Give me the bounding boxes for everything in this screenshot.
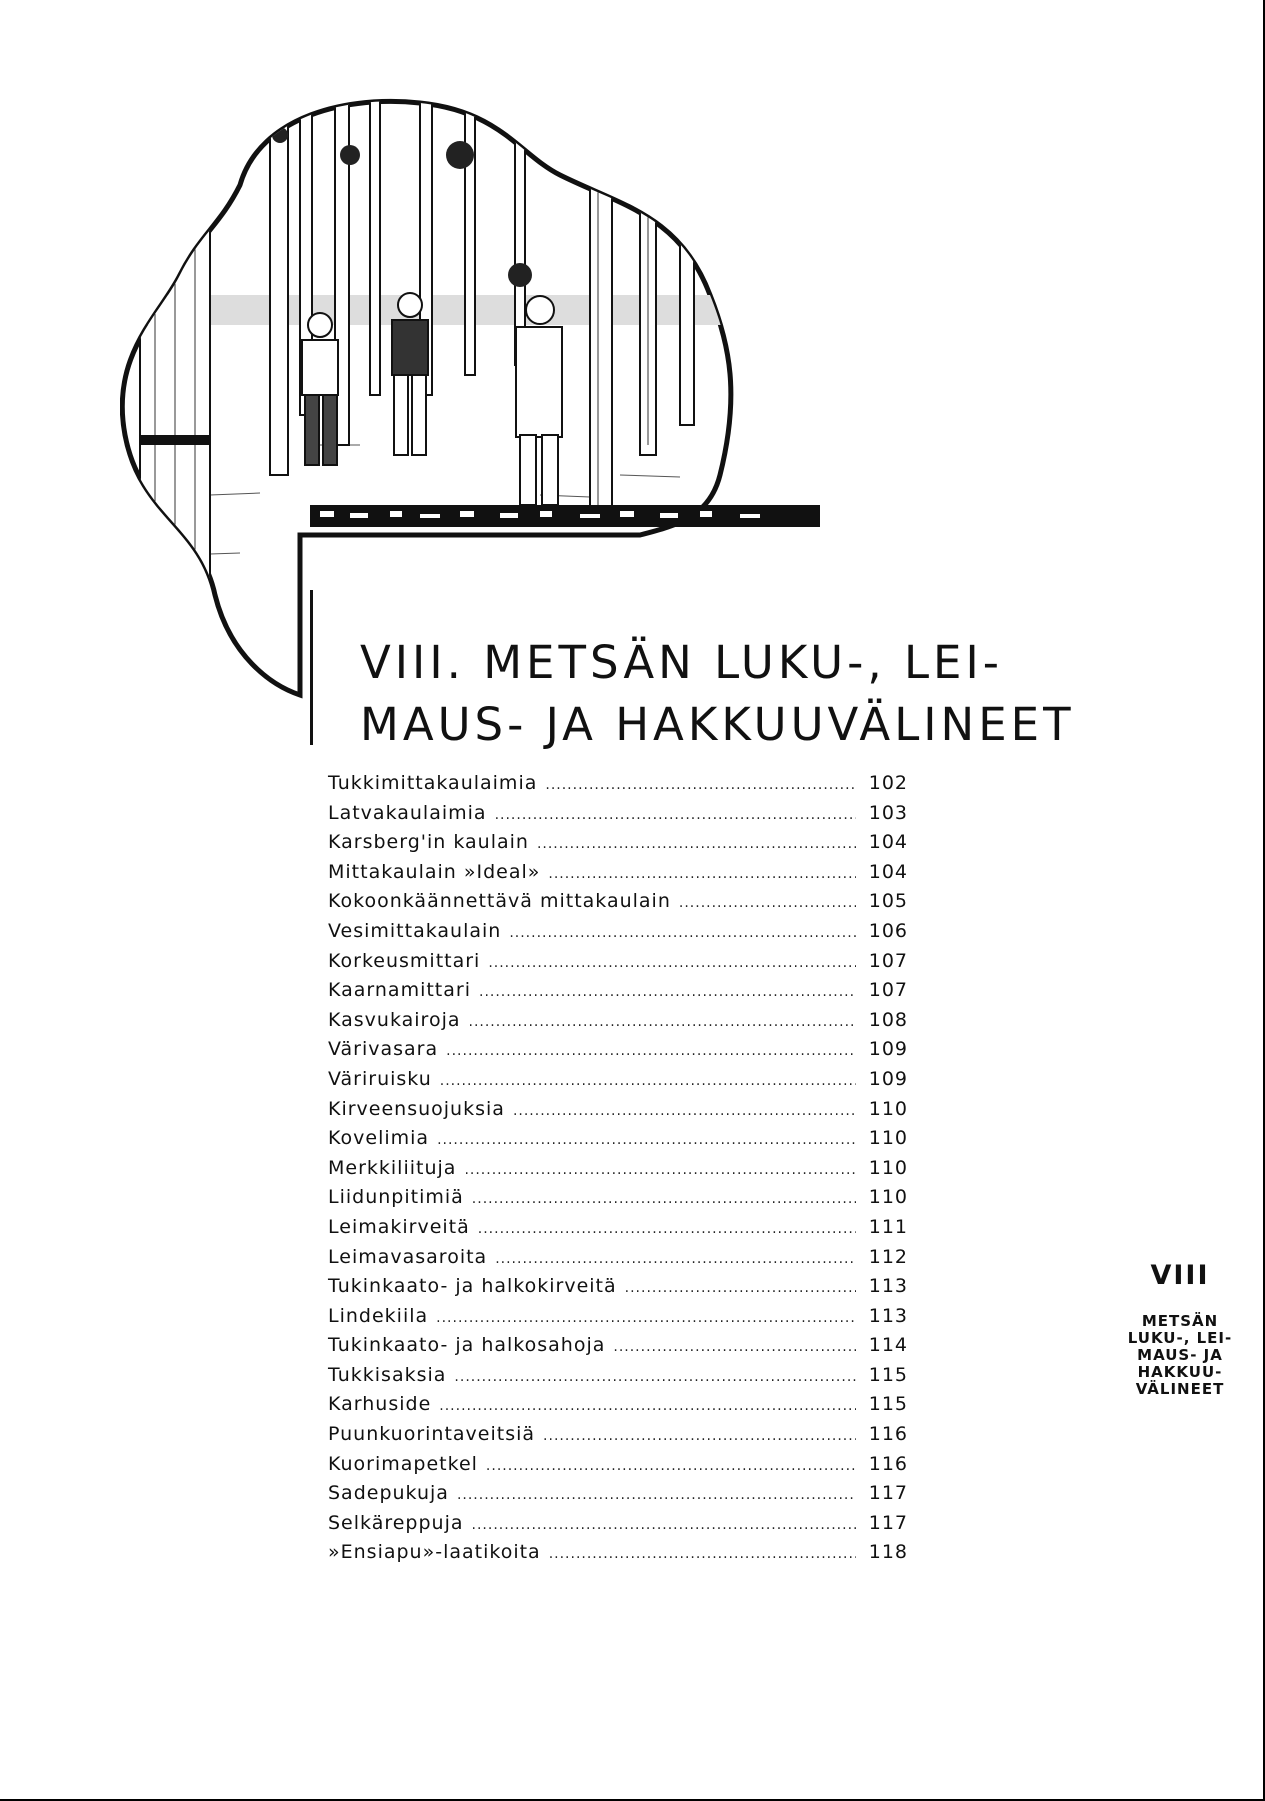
toc-entry-label: Sadepukuja [328, 1482, 449, 1505]
toc-entry-page-number: 105 [868, 890, 908, 913]
toc-entry [328, 1216, 908, 1246]
title-rule [310, 590, 313, 745]
toc-leader-dots [437, 1132, 856, 1148]
toc-entry [328, 890, 908, 920]
toc-entry-page-number: 109 [868, 1067, 908, 1090]
toc-leader-dots [513, 1103, 856, 1119]
toc-entry [328, 772, 908, 802]
toc-entry-page-number: 103 [868, 801, 908, 824]
toc-leader-dots [446, 1043, 856, 1059]
toc-leader-dots [545, 777, 856, 793]
toc-entry-label: Tukkisaksia [328, 1363, 447, 1386]
toc-leader-dots [469, 1014, 857, 1030]
toc-entry-label: Kovelimia [328, 1127, 430, 1150]
toc-entry [328, 1009, 908, 1039]
toc-leader-dots [472, 1517, 856, 1533]
toc-entry-page-number: 110 [868, 1186, 908, 1209]
toc-entry-label: Latvakaulaimia [328, 801, 487, 824]
toc-entry [328, 1305, 908, 1335]
table-of-contents [328, 772, 908, 1571]
toc-entry-page-number: 109 [868, 1038, 908, 1061]
heading-line-2: MAUS- JA HAKKUUVÄLINEET [360, 698, 1075, 751]
toc-leader-dots [679, 895, 856, 911]
toc-entry [328, 920, 908, 950]
toc-entry [328, 950, 908, 980]
toc-entry-label: Karhuside [328, 1393, 432, 1416]
toc-leader-dots [486, 1458, 856, 1474]
toc-leader-dots [548, 866, 856, 882]
toc-entry-page-number: 115 [868, 1393, 908, 1416]
toc-entry-label: Tukkimittakaulaimia [328, 772, 538, 794]
toc-entry-label: Värivasara [328, 1038, 439, 1061]
toc-entry-page-number: 118 [868, 1541, 908, 1564]
heading-line-1: VIII. METSÄN LUKU-, LEI- [360, 636, 1003, 689]
toc-leader-dots [495, 1251, 856, 1267]
toc-entry [328, 1186, 908, 1216]
toc-leader-dots [543, 1428, 856, 1444]
toc-leader-dots [613, 1339, 856, 1355]
toc-entry-page-number: 111 [868, 1215, 908, 1238]
toc-entry-label: Korkeusmittari [328, 949, 481, 972]
toc-leader-dots [472, 1191, 856, 1207]
toc-entry-page-number: 110 [868, 1097, 908, 1120]
toc-leader-dots [495, 807, 856, 823]
toc-entry [328, 1453, 908, 1483]
toc-entry-label: Liidunpitimiä [328, 1186, 464, 1209]
toc-entry-label: Kaarnamittari [328, 979, 471, 1002]
toc-entry-page-number: 104 [868, 831, 908, 854]
toc-entry [328, 1127, 908, 1157]
toc-entry-label: Mittakaulain »Ideal» [328, 860, 541, 883]
toc-entry-label: Tukinkaato- ja halkosahoja [328, 1334, 606, 1357]
toc-leader-dots [509, 925, 856, 941]
toc-entry [328, 979, 908, 1009]
toc-entry [328, 1246, 908, 1276]
toc-leader-dots [454, 1369, 856, 1385]
forest-illustration [120, 95, 820, 715]
side-tab-number: VIII [1150, 1260, 1210, 1291]
toc-entry-label: Tukinkaato- ja halkokirveitä [328, 1275, 617, 1298]
toc-entry-page-number: 108 [868, 1008, 908, 1031]
side-tab-line: HAKKUU- [1137, 1363, 1223, 1381]
toc-entry [328, 861, 908, 891]
toc-entry [328, 831, 908, 861]
toc-entry-label: Vesimittakaulain [328, 919, 502, 942]
toc-entry [328, 1393, 908, 1423]
toc-entry-page-number: 107 [868, 979, 908, 1002]
toc-entry-page-number: 110 [868, 1127, 908, 1150]
toc-entry [328, 1482, 908, 1512]
toc-entry [328, 1512, 908, 1542]
toc-entry-label: Leimakirveitä [328, 1215, 470, 1238]
toc-leader-dots [436, 1310, 856, 1326]
toc-entry-page-number: 112 [868, 1245, 908, 1268]
toc-entry-page-number: 110 [868, 1156, 908, 1179]
toc-entry-page-number: 106 [868, 919, 908, 942]
side-tab-line: MAUS- JA [1137, 1346, 1223, 1364]
toc-entry [328, 802, 908, 832]
side-tab-line: METSÄN [1141, 1312, 1219, 1330]
toc-entry-label: Kuorimapetkel [328, 1452, 478, 1475]
toc-leader-dots [537, 836, 856, 852]
toc-entry-label: Merkkiliituja [328, 1156, 457, 1179]
toc-entry [328, 1038, 908, 1068]
toc-entry [328, 1098, 908, 1128]
toc-entry-label: Kokoonkäännettävä mittakaulain [328, 890, 671, 913]
section-side-tab [1110, 1260, 1250, 1398]
toc-entry-page-number: 113 [868, 1275, 908, 1298]
toc-leader-dots [439, 1398, 856, 1414]
toc-leader-dots [464, 1162, 856, 1178]
toc-leader-dots [479, 984, 856, 1000]
toc-entry [328, 1334, 908, 1364]
toc-entry-page-number: 117 [868, 1511, 908, 1534]
toc-leader-dots [457, 1487, 856, 1503]
toc-entry-label: Karsberg'in kaulain [328, 831, 529, 854]
toc-leader-dots [440, 1073, 856, 1089]
toc-entry-label: Kasvukairoja [328, 1008, 461, 1031]
toc-entry [328, 1157, 908, 1187]
side-tab-line: LUKU-, LEI- [1127, 1329, 1233, 1347]
toc-entry [328, 1364, 908, 1394]
toc-entry-page-number: 114 [868, 1334, 908, 1357]
toc-entry-label: Selkäreppuja [328, 1511, 464, 1534]
toc-entry-page-number: 104 [868, 860, 908, 883]
toc-entry-label: Puunkuorintaveitsiä [328, 1423, 536, 1446]
toc-entry-page-number: 107 [868, 949, 908, 972]
toc-entry-label: Kirveensuojuksia [328, 1097, 505, 1120]
toc-entry-page-number: 117 [868, 1482, 908, 1505]
toc-entry-label: Lindekiila [328, 1304, 429, 1327]
toc-entry-page-number: 116 [868, 1423, 908, 1446]
toc-entry-page-number: 113 [868, 1304, 908, 1327]
side-tab-line: VÄLINEET [1135, 1380, 1225, 1398]
toc-entry-label: Väriruisku [328, 1067, 432, 1090]
toc-entry-page-number: 116 [868, 1452, 908, 1475]
toc-entry-label: Leimavasaroita [328, 1245, 488, 1268]
toc-entry [328, 1423, 908, 1453]
toc-entry [328, 1275, 908, 1305]
toc-leader-dots [549, 1546, 856, 1562]
toc-entry-label: »Ensiapu»-laatikoita [328, 1541, 541, 1564]
toc-leader-dots [625, 1280, 856, 1296]
toc-entry-page-number: 115 [868, 1363, 908, 1386]
toc-entry [328, 1068, 908, 1098]
toc-entry [328, 1541, 908, 1571]
section-heading [360, 632, 1075, 756]
toc-entry-page-number: 102 [868, 772, 908, 794]
toc-leader-dots [478, 1221, 856, 1237]
toc-leader-dots [488, 955, 856, 971]
